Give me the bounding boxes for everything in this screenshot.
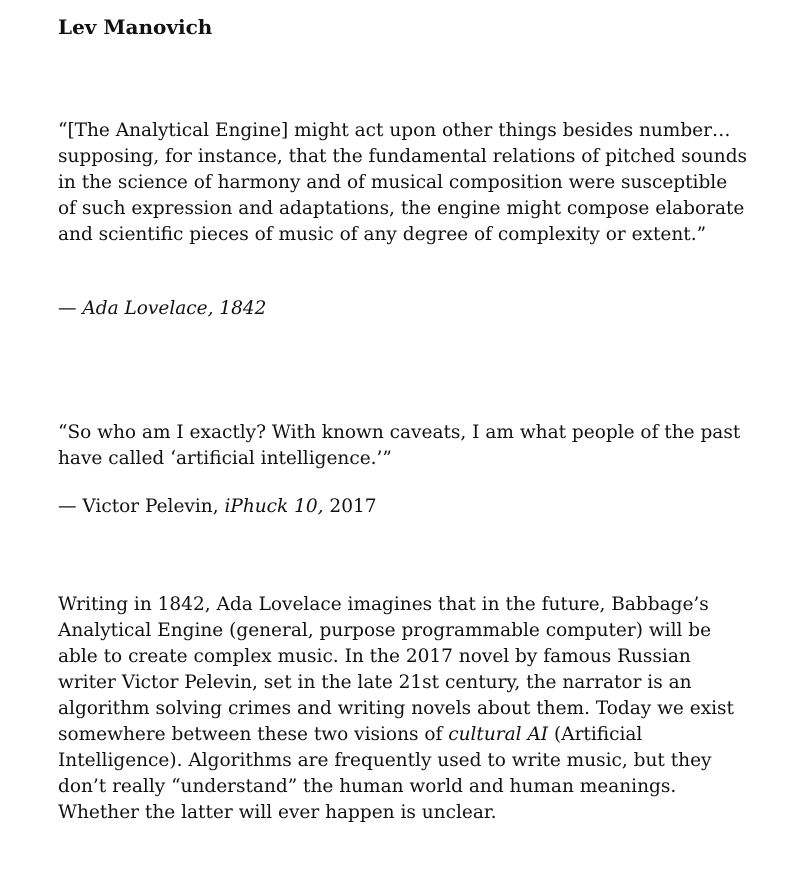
author-name: Lev Manovich	[58, 15, 213, 39]
paragraph-text-end: (Artificial Intelligence). Algorithms are frequently used to write music, but they don’t really “understand” the human world and human meanings. Whether the latter will ever happen is unclear.	[58, 724, 712, 823]
paragraph-emphasis: cultural AI	[448, 724, 549, 745]
paragraph-text-start: Writing in 1842, Ada Lovelace imagines that in the future, Babbage’s Analytical Engine (general, purpose programmable computer) will be able to create complex music. In the 2017 novel by famous Russian writer Victor Pelevin, set in the late 21st century, the narrator is an algorithm solving crimes and writing novels about them. Today we exist somewhere between these two visions of	[58, 594, 734, 745]
epigraph-quote-pelevin: “So who am I exactly? With known caveats, I am what people of the past have called ‘artificial intelligence.’”	[58, 422, 741, 469]
attribution-year: 2017	[323, 496, 377, 517]
epigraph-quote-lovelace: “[The Analytical Engine] might act upon other things besides number…supposing, for instance, that the fundamental relations of pitched sounds in the science of harmony and of musical composition were susceptible of such expression and adaptations, the engine might compose elaborate and scientific pieces of music of any degree of complexity or extent.”	[58, 120, 748, 245]
epigraph-attribution-lovelace: — Ada Lovelace, 1842	[58, 298, 267, 319]
attribution-author: — Victor Pelevin,	[58, 496, 225, 517]
attribution-book-title: iPhuck 10,	[224, 496, 324, 517]
body-paragraph	[58, 592, 748, 826]
epigraph-attribution-pelevin	[58, 494, 377, 520]
